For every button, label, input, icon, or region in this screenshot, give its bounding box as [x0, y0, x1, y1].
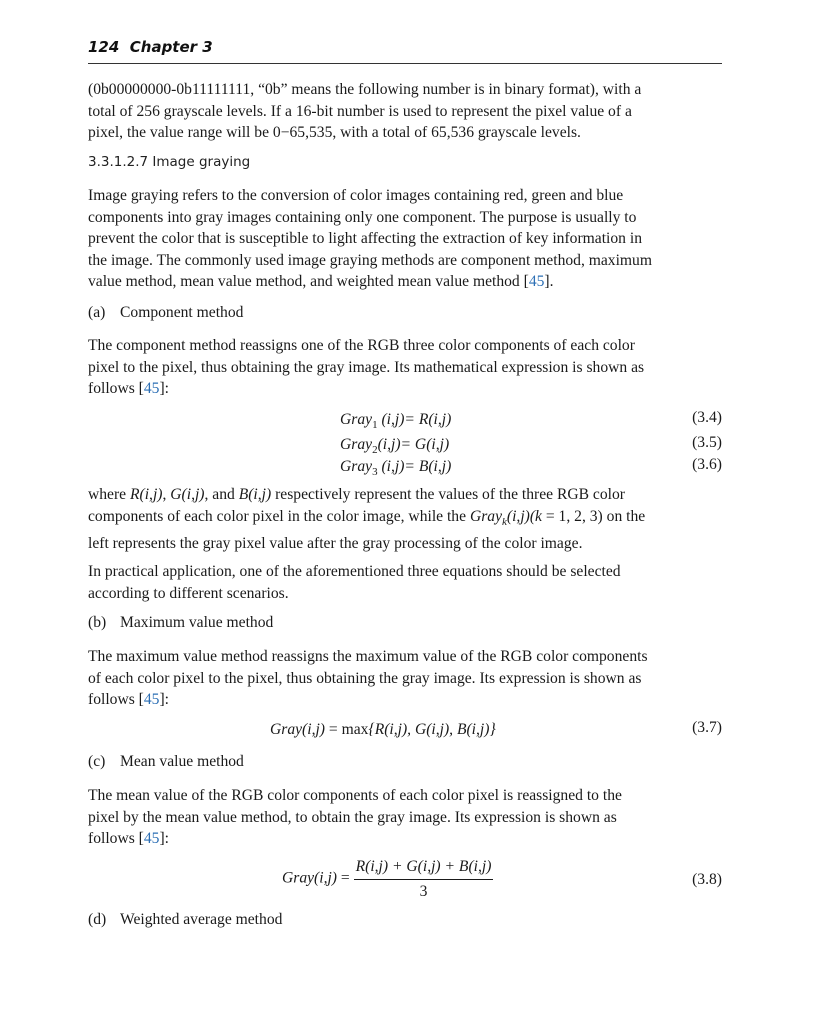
line-text: follows [: [88, 380, 144, 397]
paragraph-line: according to different scenarios.: [88, 584, 289, 602]
paragraph-line: [88, 484, 718, 506]
list-label: Maximum value method: [120, 614, 274, 631]
equation-3-8: [282, 856, 493, 902]
line-text: follows [: [88, 830, 144, 847]
fraction-denominator: 3: [419, 882, 428, 900]
paragraph-line: of each color pixel to the pixel, thus obtaining the gray image. Its expression is shown as: [88, 669, 642, 687]
citation-link[interactable]: 45: [143, 691, 160, 708]
running-header: [88, 38, 722, 56]
line-text: components of each color pixel in the color image, while the: [88, 507, 470, 525]
paragraph-line: components into gray images containing only one component. The purpose is usually to: [88, 208, 637, 226]
intro-line: (0b00000000-0b11111111, “0b” means the following number is in binary format), with a: [88, 81, 642, 98]
paragraph-line: [88, 506, 718, 534]
section-heading: 3.3.1.2.7 Image graying: [88, 154, 251, 170]
citation-link[interactable]: 45: [143, 380, 160, 397]
line-text: ]:: [159, 380, 169, 397]
equation-number: (3.8): [692, 871, 722, 888]
math-subscript: k: [502, 515, 507, 528]
math-term: (i,j)(k: [506, 507, 542, 525]
paragraph-line: The mean value of the RGB color components of each color pixel is reassigned to the: [88, 787, 622, 804]
line-text: ,: [162, 486, 171, 503]
component-paragraph: [88, 335, 718, 400]
chapter-label: Chapter 3: [129, 38, 213, 56]
equation-number: (3.4): [692, 409, 722, 426]
eq-lhs: Gray: [340, 411, 373, 428]
math-term: = 1, 2, 3): [541, 507, 603, 525]
list-label: Weighted average method: [120, 911, 283, 928]
line-text: where: [88, 486, 130, 503]
paragraph-line: prevent the color that is susceptible to light affecting the extraction of key information in: [88, 230, 642, 247]
eq-args: (i,j): [381, 458, 405, 475]
list-index: (c): [88, 753, 106, 770]
paragraph-line: [88, 828, 718, 850]
eq-lhs: Gray: [340, 458, 373, 475]
maximum-paragraph: [88, 646, 718, 711]
citation-link[interactable]: 45: [143, 830, 160, 847]
method-a-heading: [88, 304, 243, 322]
math-term: Gray: [469, 507, 502, 525]
list-index: (b): [88, 614, 107, 631]
paragraph-line: [88, 271, 718, 293]
paragraph-line: [88, 378, 718, 400]
intro-paragraph: [88, 79, 718, 144]
eq-subscript: 1: [372, 419, 378, 432]
list-index: (d): [88, 911, 107, 928]
list-label: Mean value method: [120, 753, 244, 770]
fraction-numerator: R(i,j) + G(i,j) + B(i,j): [354, 856, 494, 880]
paragraph-line: In practical application, one of the aforementioned three equations should be selected: [88, 563, 621, 580]
paragraph-line: pixel to the pixel, thus obtaining the gray image. Its mathematical expression is shown as: [88, 358, 645, 376]
eq-lhs: Gray(i,j): [282, 869, 337, 887]
fraction: [354, 856, 494, 902]
eq-operator: =: [337, 869, 350, 887]
page-number: 124: [88, 38, 120, 56]
intro-line: total of 256 grayscale levels. If a 16-bit number is used to represent the pixel value of a: [88, 102, 632, 120]
practical-paragraph: [88, 561, 718, 604]
line-text: ]:: [159, 830, 169, 847]
eq-rhs: = G(i,j): [400, 436, 450, 453]
line-text: value method, mean value method, and weighted mean value method [: [88, 273, 529, 290]
citation-link[interactable]: 45: [528, 273, 545, 290]
paragraph-line: [88, 689, 718, 711]
paragraph-line: The component method reassigns one of the RGB three color components of each color: [88, 337, 635, 354]
method-b-heading: [88, 614, 273, 632]
equation-3-6: [340, 456, 451, 484]
method-d-heading: [88, 911, 282, 929]
paragraph-line: Image graying refers to the conversion of color images containing red, green and blue: [88, 187, 624, 204]
equation-number: (3.7): [692, 719, 722, 736]
intro-line: pixel, the value range will be 0−65,535, with a total of 65,536 grayscale levels.: [88, 124, 581, 141]
paragraph-line: left represents the gray pixel value after the gray processing of the color image.: [88, 535, 583, 553]
eq-rhs: = R(i,j): [404, 411, 452, 428]
list-index: (a): [88, 304, 106, 321]
eq-lhs: Gray(i,j): [270, 721, 325, 738]
math-term: B(i,j): [238, 486, 272, 503]
eq-subscript: 2: [372, 444, 378, 457]
eq-args: (i,j): [377, 436, 401, 453]
paragraph-line: pixel by the mean value method, to obtain the gray image. Its expression is shown as: [88, 808, 617, 826]
eq-rhs: = B(i,j): [404, 458, 452, 475]
equation-3-4: [340, 409, 451, 437]
line-text: , and: [204, 486, 239, 503]
eq-operator: = max: [325, 721, 369, 738]
line-text: respectively represent the values of the three RGB color: [271, 486, 625, 503]
line-text: ].: [544, 273, 554, 290]
equation-number: (3.6): [692, 456, 722, 473]
eq-lhs: Gray: [340, 436, 373, 453]
list-label: Component method: [120, 304, 244, 321]
eq-subscript: 3: [372, 466, 378, 479]
line-text: ]:: [159, 691, 169, 708]
where-paragraph: [88, 484, 718, 555]
math-term: R(i,j): [130, 486, 163, 503]
math-term: G(i,j): [170, 486, 205, 503]
equation-number: (3.5): [692, 434, 722, 451]
equation-3-7: [270, 719, 496, 741]
graying-paragraph: [88, 185, 718, 293]
method-c-heading: [88, 753, 244, 771]
paragraph-line: The maximum value method reassigns the maximum value of the RGB color components: [88, 648, 648, 665]
line-text: follows [: [88, 691, 144, 708]
line-text: on the: [602, 507, 646, 525]
paragraph-line: the image. The commonly used image graying methods are component method, maximum: [88, 251, 652, 269]
eq-args: (i,j): [381, 411, 405, 428]
eq-rhs: {R(i,j), G(i,j), B(i,j)}: [368, 721, 496, 738]
header-rule: [88, 63, 722, 64]
mean-paragraph: [88, 785, 718, 850]
